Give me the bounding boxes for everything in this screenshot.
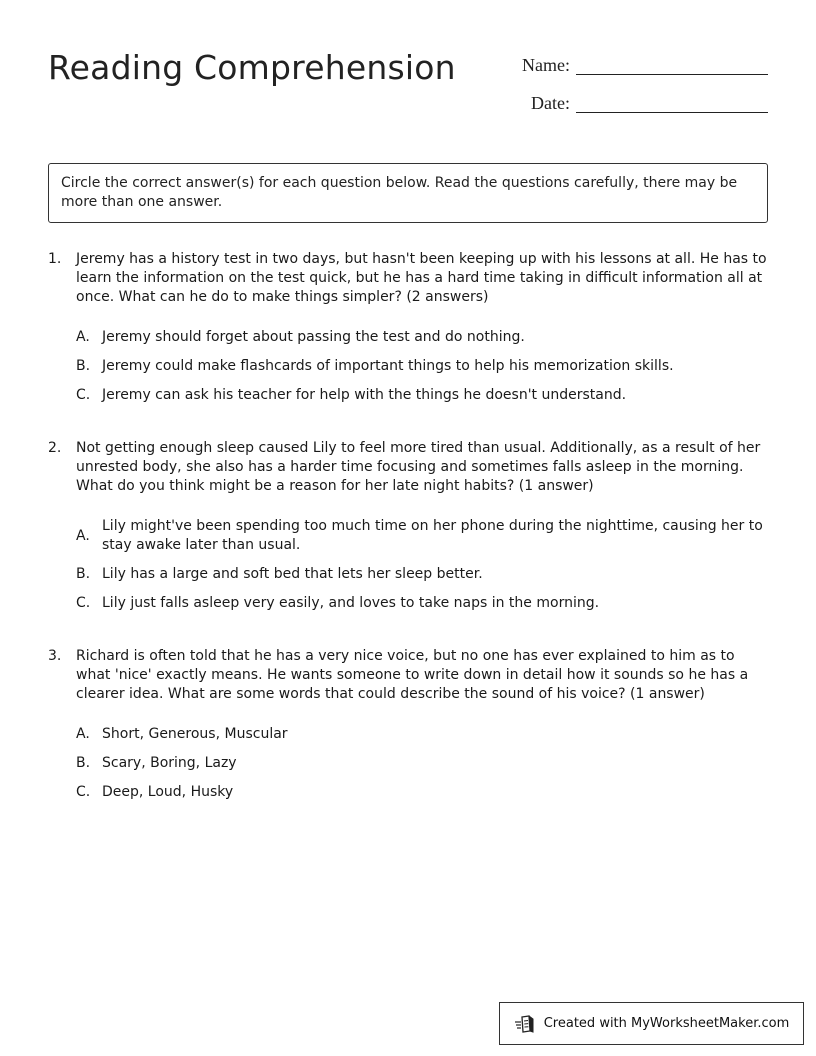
question-list — [48, 250, 770, 836]
option-letter: B. — [76, 755, 91, 771]
name-blank-line — [576, 54, 768, 75]
option-text: Lily just falls asleep very easily, and loves to take naps in the morning. — [102, 595, 600, 611]
date-field — [531, 92, 768, 113]
option-text: Jeremy can ask his teacher for help with the things he doesn't understand. — [102, 387, 627, 403]
option-text: Deep, Loud, Husky — [102, 784, 234, 800]
option-list — [48, 725, 770, 802]
option-letter: A. — [76, 726, 90, 742]
worksheet-maker-logo-icon — [514, 1014, 536, 1034]
name-label: Name: — [522, 55, 570, 75]
option-letter: C. — [76, 784, 91, 800]
option-text: Jeremy could make flashcards of important things to help his memorization skills. — [102, 358, 674, 374]
option-a — [48, 328, 770, 347]
option-text: Lily might've been spending too much time on her phone during the nighttime, causing her to stay awake later than usual. — [102, 518, 763, 553]
question-number: 2. — [48, 440, 62, 456]
option-letter: A. — [76, 329, 90, 345]
option-c — [48, 386, 770, 405]
question-number: 3. — [48, 648, 62, 664]
question-text: Jeremy has a history test in two days, but hasn't been keeping up with his lessons at all. He has to learn the information on the test quick, but he has a hard time taking in difficult information all at once. What can he do to make things simpler? (2 answers) — [76, 251, 767, 305]
option-text: Jeremy should forget about passing the test and do nothing. — [102, 329, 525, 345]
question-3 — [48, 647, 770, 802]
option-b — [48, 565, 770, 584]
option-c — [48, 783, 770, 802]
option-list — [48, 517, 770, 613]
option-list — [48, 328, 770, 405]
option-text: Short, Generous, Muscular — [102, 726, 288, 742]
option-letter: C. — [76, 387, 91, 403]
footer-credit — [499, 1002, 804, 1045]
date-label: Date: — [531, 93, 570, 113]
instructions-box: Circle the correct answer(s) for each question below. Read the questions carefully, there may be more than one answer. — [48, 163, 768, 223]
option-a — [48, 517, 770, 555]
question-number: 1. — [48, 251, 62, 267]
option-text: Lily has a large and soft bed that lets her sleep better. — [102, 566, 483, 582]
question-text: Richard is often told that he has a very nice voice, but no one has ever explained to him as to what 'nice' exactly means. He wants someone to write down in detail how it sounds so he has a clearer idea. What are some words that could describe the sound of his voice? (1 answer) — [76, 648, 749, 702]
question-2 — [48, 439, 770, 613]
option-c — [48, 594, 770, 613]
option-a — [48, 725, 770, 744]
footer-text: Created with MyWorksheetMaker.com — [543, 1016, 790, 1031]
page-title: Reading Comprehension — [48, 48, 456, 87]
option-letter: C. — [76, 595, 91, 611]
option-letter: B. — [76, 566, 91, 582]
option-b — [48, 357, 770, 376]
option-letter: A. — [76, 527, 90, 544]
question-text: Not getting enough sleep caused Lily to feel more tired than usual. Additionally, as a result of her unrested body, she also has a harder time focusing and sometimes falls asleep in the morning. What do you think might be a reason for her late night habits? (1 answer) — [76, 440, 761, 494]
option-text: Scary, Boring, Lazy — [102, 755, 237, 771]
option-b — [48, 754, 770, 773]
name-field — [522, 54, 768, 75]
option-letter: B. — [76, 358, 91, 374]
date-blank-line — [576, 92, 768, 113]
question-1 — [48, 250, 770, 405]
